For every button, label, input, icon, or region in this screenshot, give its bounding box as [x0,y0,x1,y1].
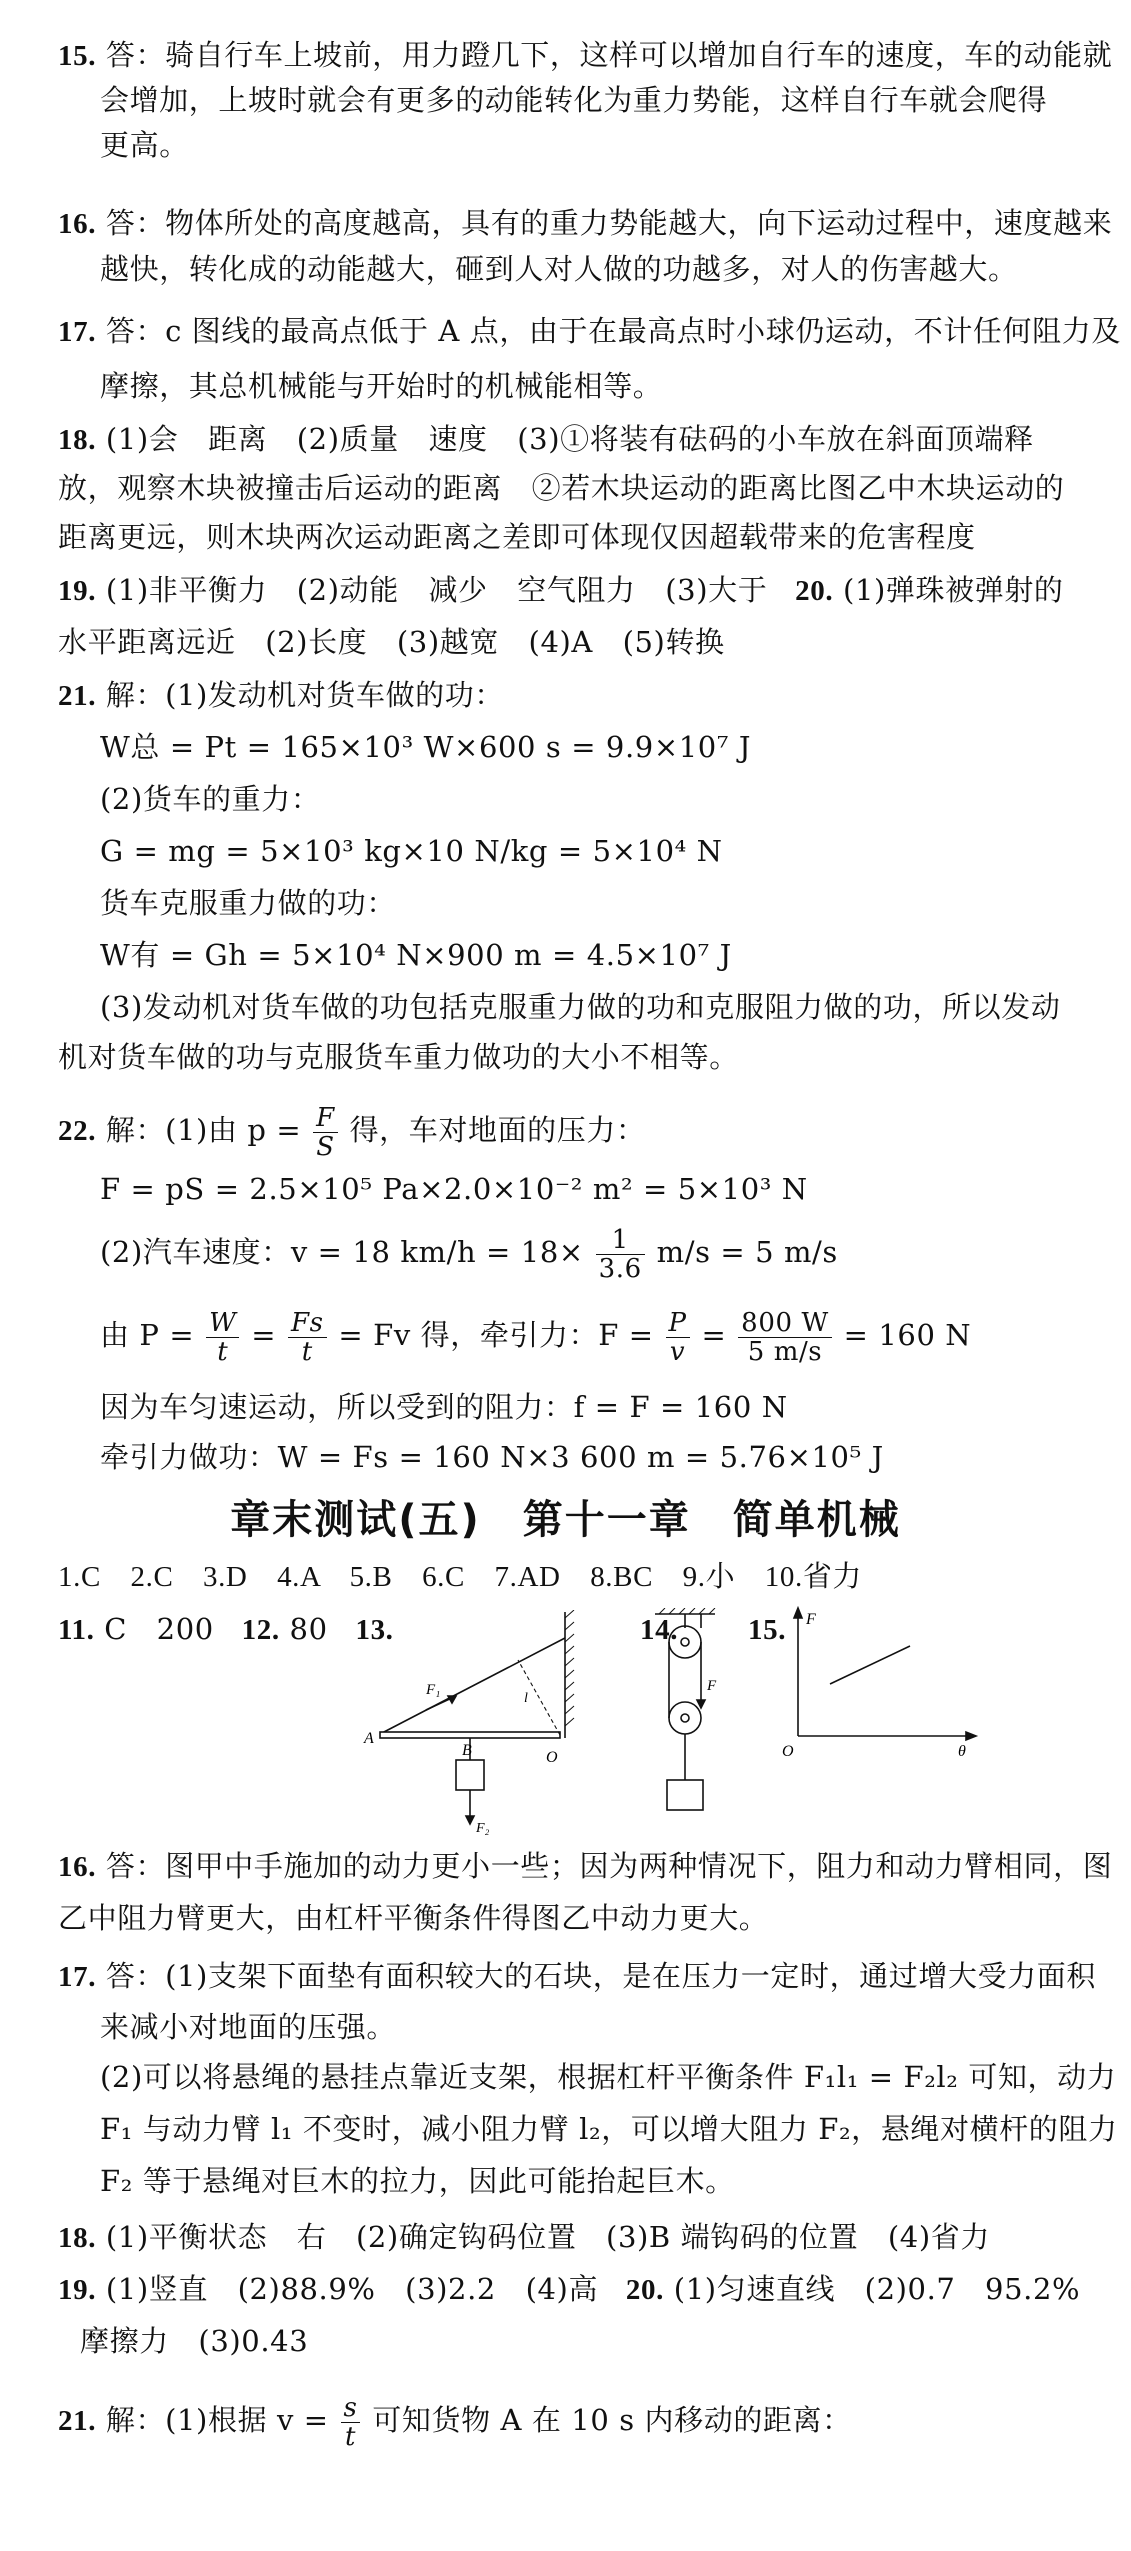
answer-text: (1)匀速直线 (2)0.7 95.2% [673,2272,1081,2306]
answer-16-line-1 [58,202,1112,245]
answer-text: C 200 [104,1612,214,1646]
axis-label-theta: θ [958,1743,966,1760]
answer-22-line-6: 牵引力做功：W = Fs = 160 N×3 600 m = 5.76×10⁵ J [100,1440,884,1474]
chapter-answer-17-line-5: F₂ 等于悬绳对巨木的拉力，因此可能抬起巨木。 [100,2164,735,2198]
fraction-numerator: s [341,2394,361,2423]
question-number: 17. [58,1961,97,1993]
chapter-title: 章末测试(五) 第十一章 简单机械 [230,1497,901,1543]
answer-21-line-2: W总 = Pt = 165×10³ W×600 s = 9.9×10⁷ J [100,730,752,764]
answer-15-line-1 [58,34,1112,77]
answer-18-line-3: 距离更远，则木块两次运动距离之差即可体现仅因超载带来的危害程度 [58,520,976,554]
question-number: 22. [58,1115,97,1147]
answer-text: 答：骑自行车上坡前，用力蹬几下，这样可以增加自行车的速度，车的动能就 [105,38,1113,72]
question-number: 16. [58,1851,97,1883]
chapter-answer-20-line-2: 摩擦力 (3)0.43 [80,2324,309,2358]
fraction-denominator: t [301,1336,313,1367]
answer-text: = 160 N [843,1318,972,1352]
axis-label-f: F [806,1611,816,1628]
answer-18-line-2: 放，观察木块被撞击后运动的距离 ②若木块运动的距离比图乙中木块运动的 [58,471,1065,505]
answer-text: 由 P = [100,1318,195,1352]
answer-21-line-3: (2)货车的重力： [100,782,321,816]
answer-21-line-6: W有 = Gh = 5×10⁴ N×900 m = 4.5×10⁷ J [100,938,732,972]
answer-text: (1)弹珠被弹射的 [843,573,1064,607]
fraction-numerator: Fs [288,1309,327,1338]
answer-text: 答：物体所处的高度越高，具有的重力势能越大，向下运动过程中，速度越来 [105,206,1113,240]
chapter-answer-17-line-2: 来减小对地面的压强。 [100,2010,397,2044]
fraction [341,2394,361,2451]
answer-text: (2)汽车速度：v = 18 km/h = 18× [100,1235,584,1269]
answer-20-line-2: 水平距离远近 (2)长度 (3)越宽 (4)A (5)转换 [58,625,725,659]
answer-text: (1)竖直 (2)88.9% (3)2.2 (4)高 [105,2272,599,2306]
answer-text: (1)非平衡力 (2)动能 减少 空气阻力 (3)大于 [105,573,768,607]
answer-15-line-3: 更高。 [100,128,189,162]
answer-22-line-4 [100,1305,971,1366]
chapter-answer-21-line-1 [58,2390,852,2451]
chapter-answer-17-line-3: (2)可以将悬绳的悬挂点靠近支架，根据杠杆平衡条件 F₁l₁ = F₂l₂ 可知，动力 [100,2060,1117,2094]
answer-text: 解：(1)根据 v = [105,2403,329,2437]
answer-text: 可知货物 A 在 10 s 内移动的距离： [372,2403,852,2437]
fraction [288,1309,327,1366]
fraction [206,1309,239,1366]
label-f2: F₂ [476,1821,490,1836]
question-number: 16. [58,208,97,240]
answer-text: 答：图甲中手施加的动力更小一些；因为两种情况下，阻力和动力臂相同，图 [105,1849,1113,1883]
fraction-numerator: F [313,1104,338,1133]
question-number: 21. [58,2405,97,2437]
pulley-diagram [635,1608,735,1828]
fraction [596,1226,645,1283]
answer-text: (1)平衡状态 右 (2)确定钩码位置 (3)B 端钩码的位置 (4)省力 [105,2220,990,2254]
fraction-numerator: W [206,1309,239,1338]
answer-text: 80 [289,1612,328,1646]
answer-text: 得，车对地面的压力： [349,1113,646,1147]
fraction-denominator: t [217,1336,229,1367]
label-f: F [707,1678,717,1694]
label-a: A [364,1730,374,1747]
answer-15-line-2: 会增加，上坡时就会有更多的动能转化为重力势能，这样自行车就会爬得 [100,83,1048,117]
label-o: O [546,1749,558,1766]
chapter-answer-17-line-1 [58,1955,1096,1998]
fraction-numerator: 800 W [738,1309,832,1338]
chapter-answer-17-line-4: F₁ 与动力臂 l₁ 不变时，减小阻力臂 l₂，可以增大阻力 F₂，悬绳对横杆的阻力 [100,2112,1118,2146]
question-number: 19. [58,575,97,607]
answer-17-line-2: 摩擦，其总机械能与开始时的机械能相等。 [100,369,663,403]
answer-16-line-2: 越快，转化成的动能越大，砸到人对人做的功越多，对人的伤害越大。 [100,252,1018,286]
question-number: 15. [748,1614,787,1646]
answer-text: = [251,1318,277,1352]
answers-11-12-line [58,1608,394,1651]
answer-22-line-1 [58,1100,646,1161]
question-number: 17. [58,316,97,348]
answer-22-line-5: 因为车匀速运动，所以受到的阻力：f = F = 160 N [100,1390,788,1424]
chapter-answer-19-20-line-1 [58,2268,1080,2311]
fraction-numerator: 1 [596,1226,645,1255]
answer-17-line-1 [58,310,1121,353]
label-b: B [462,1742,472,1759]
chapter-answer-18-line [58,2216,990,2259]
fraction-denominator: t [344,2421,357,2452]
answer-22-line-3 [100,1222,838,1283]
question-number: 19. [58,2274,97,2306]
origin-label: O [782,1743,794,1760]
answer-text: 解：(1)发动机对货车做的功： [105,678,504,712]
question-number: 14. [640,1614,679,1646]
answer-18-line-1 [58,418,1034,461]
fraction [666,1309,690,1366]
question-number: 20. [625,2274,664,2306]
question-number: 21. [58,680,97,712]
chapter-answer-16-line-2: 乙中阻力臂更大，由杠杆平衡条件得图乙中动力更大。 [58,1901,769,1935]
question-number: 13. [355,1614,394,1646]
answer-19-20-line-1 [58,569,1064,612]
question-number: 18. [58,2222,97,2254]
answer-22-line-2: F = pS = 2.5×10⁵ Pa×2.0×10⁻² m² = 5×10³ N [100,1172,808,1206]
fraction-denominator: 3.6 [598,1253,642,1284]
answer-text: 解：(1)由 p = [105,1113,302,1147]
answer-text: = [701,1318,727,1352]
answer-text: = Fv 得，牵引力：F = [338,1318,654,1352]
force-angle-graph [780,1606,980,1766]
answer-21-line-8: 机对货车做的功与克服货车重力做功的大小不相等。 [58,1040,739,1074]
question-number: 20. [795,575,834,607]
fraction-denominator: 5 m/s [747,1336,823,1367]
fraction [313,1104,338,1161]
answer-text: m/s = 5 m/s [656,1235,838,1269]
answer-text: (1)会 距离 (2)质量 速度 (3)①将装有砝码的小车放在斜面顶端释 [105,422,1034,456]
question-number: 11. [58,1614,95,1646]
choice-answers-line: 1.C 2.C 3.D 4.A 5.B 6.C 7.AD 8.BC 9.小 10.省力 [58,1561,863,1593]
answer-21-line-5: 货车克服重力做的功： [100,886,397,920]
fraction-numerator: P [666,1309,690,1338]
answer-text: 答：(1)支架下面垫有面积较大的石块，是在压力一定时，通过增大受力面积 [105,1959,1096,1993]
label-l: l [524,1691,528,1706]
fraction [738,1309,832,1366]
question-number: 12. [241,1614,280,1646]
answer-text: 答：c 图线的最高点低于 A 点，由于在最高点时小球仍运动，不计任何阻力及 [105,314,1121,348]
question-number: 15. [58,40,97,72]
answer-21-line-7: (3)发动机对货车做的功包括克服重力做的功和克服阻力做的功，所以发动 [100,990,1061,1024]
answer-21-line-1 [58,674,504,717]
question-number: 18. [58,424,97,456]
fraction-denominator: v [669,1336,686,1367]
chapter-answer-16-line-1 [58,1845,1112,1888]
label-f1: F₁ [426,1682,441,1698]
fraction-denominator: S [316,1131,335,1162]
answer-21-line-4: G = mg = 5×10³ kg×10 N/kg = 5×10⁴ N [100,834,723,868]
lever-diagram [360,1610,590,1840]
